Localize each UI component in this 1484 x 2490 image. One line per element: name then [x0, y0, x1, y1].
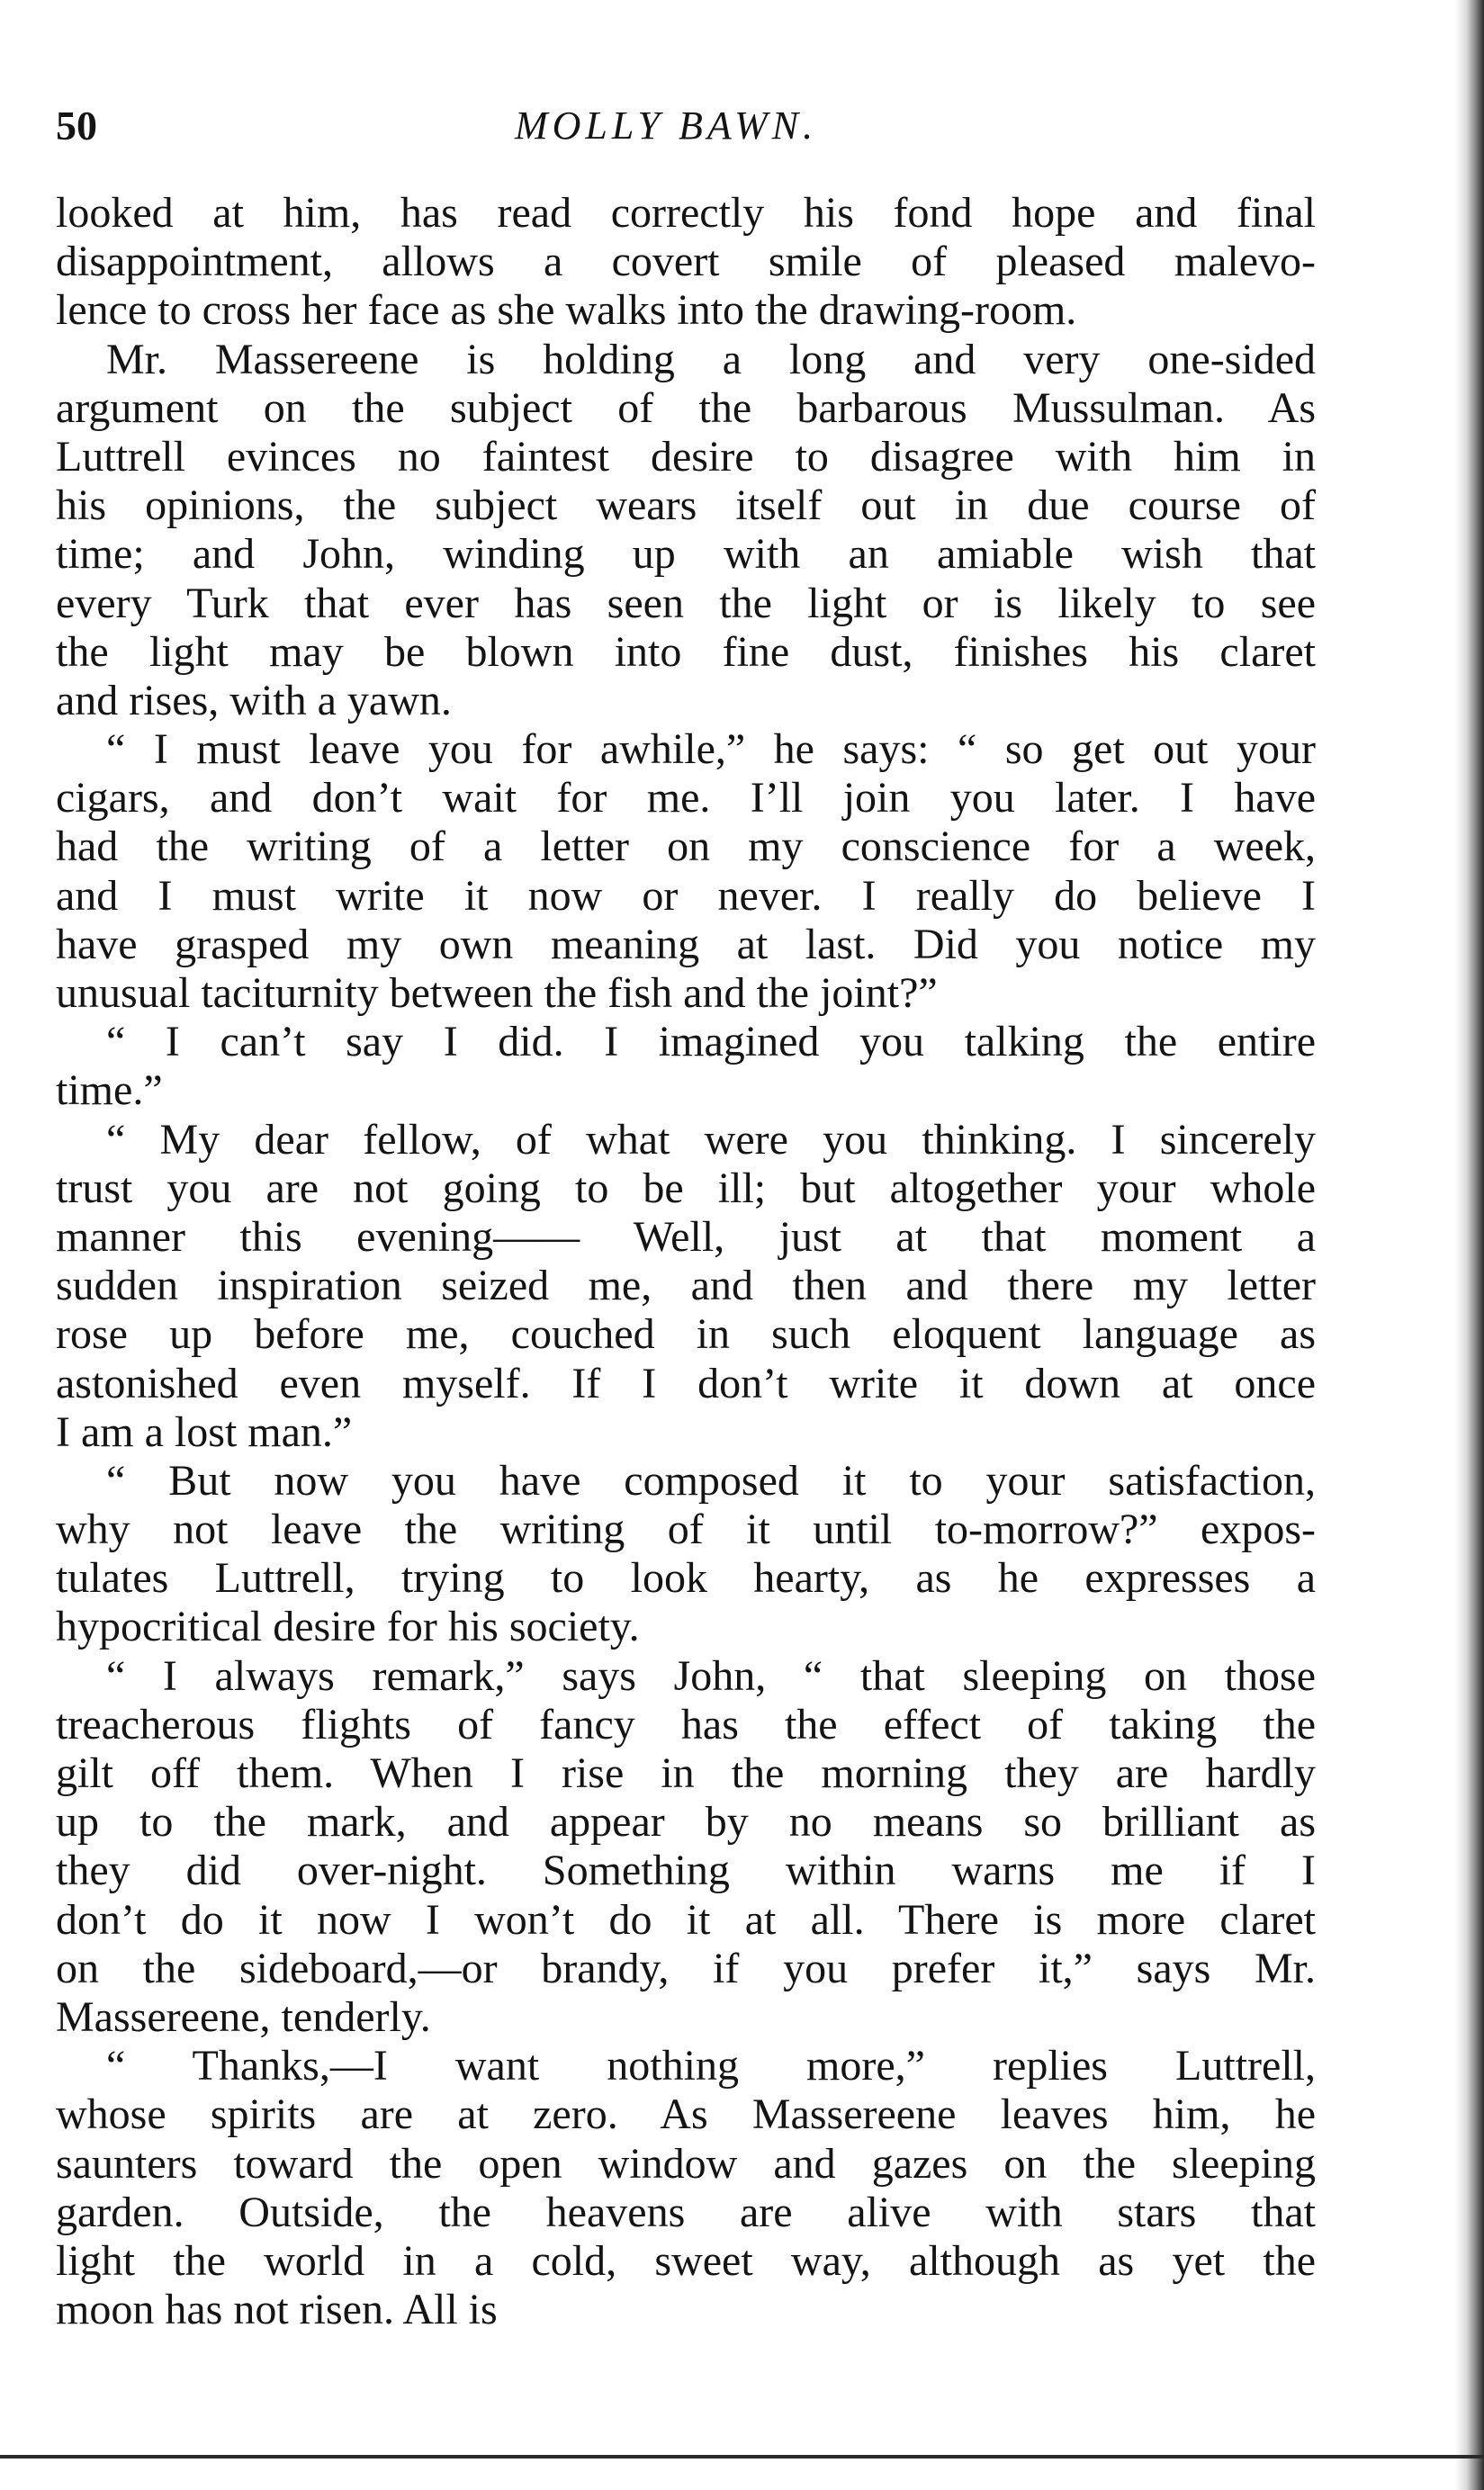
- text-line: and rises, with a yawn.: [56, 676, 452, 724]
- page-edge-shadow: [1455, 0, 1484, 2490]
- text-line: time; and John, winding up with an amiable wish that: [56, 530, 1316, 579]
- text-line: tulates Luttrell, trying to look hearty, as he expresses a: [56, 1554, 1316, 1603]
- text-line: “ Thanks,—I want nothing more,” replies Luttrell,: [106, 2042, 1316, 2090]
- text-line: time.”: [56, 1066, 163, 1115]
- text-line: every Turk that ever has seen the light or is likely to see: [56, 579, 1316, 627]
- text-line: gilt off them. When I rise in the morning they are hardly: [56, 1749, 1316, 1797]
- body-text: [56, 189, 1316, 2334]
- text-line: whose spirits are at zero. As Massereene leaves him, he: [56, 2090, 1316, 2139]
- text-line: his opinions, the subject wears itself out in due course of: [56, 481, 1316, 530]
- text-line: rose up before me, couched in such eloquent language as: [56, 1310, 1316, 1359]
- text-line: “ But now you have composed it to your satisfaction,: [106, 1456, 1316, 1505]
- text-line: sudden inspiration seized me, and then and there my letter: [56, 1262, 1316, 1310]
- text-line: unusual taciturnity between the fish and the joint?”: [56, 969, 938, 1017]
- text-line: Luttrell evinces no faintest desire to disagree with him in: [56, 432, 1316, 481]
- text-line: trust you are not going to be ill; but altogether your whole: [56, 1164, 1316, 1212]
- text-line: had the writing of a letter on my conscience for a week,: [56, 823, 1316, 871]
- text-line: don’t do it now I won’t do it at all. There is more claret: [56, 1895, 1316, 1944]
- text-line: lence to cross her face as she walks into the drawing-room.: [56, 286, 1077, 335]
- text-line: argument on the subject of the barbarous Mussulman. As: [56, 383, 1316, 432]
- text-line: I am a lost man.”: [56, 1407, 353, 1456]
- text-line: on the sideboard,—or brandy, if you prefer it,” says Mr.: [56, 1944, 1316, 1992]
- text-line: hypocritical desire for his society.: [56, 1603, 640, 1651]
- text-line: “ I must leave you for awhile,” he says: “ so get out your: [106, 725, 1316, 774]
- text-line: disappointment, allows a covert smile of pleased malevo-: [56, 238, 1316, 286]
- text-line: they did over-night. Something within warns me if I: [56, 1847, 1316, 1895]
- text-line: the light may be blown into fine dust, finishes his claret: [56, 627, 1316, 676]
- text-line: and I must write it now or never. I really do believe I: [56, 871, 1316, 920]
- text-line: astonished even myself. If I don’t write it down at once: [56, 1359, 1316, 1407]
- text-line: “ I always remark,” says John, “ that sleeping on those: [106, 1651, 1316, 1700]
- text-line: “ My dear fellow, of what were you thinking. I sincerely: [106, 1115, 1316, 1164]
- text-line: treacherous flights of fancy has the effect of taking the: [56, 1700, 1316, 1748]
- text-line: light the world in a cold, sweet way, although as yet the: [56, 2236, 1316, 2285]
- text-line: garden. Outside, the heavens are alive with stars that: [56, 2188, 1316, 2236]
- text-line: Massereene, tenderly.: [56, 1992, 431, 2041]
- bottom-edge-rule: [0, 2455, 1484, 2459]
- text-line: saunters toward the open window and gazes on the sleeping: [56, 2139, 1316, 2188]
- text-line: moon has not risen. All is: [56, 2286, 498, 2334]
- text-line: have grasped my own meaning at last. Did you notice my: [56, 920, 1316, 968]
- running-head: [56, 97, 1316, 160]
- text-line: why not leave the writing of it until to-morrow?” expos-: [56, 1506, 1316, 1554]
- text-line: up to the mark, and appear by no means so brilliant as: [56, 1798, 1316, 1847]
- text-line: “ I can’t say I did. I imagined you talking the entire: [106, 1018, 1316, 1066]
- running-title: MOLLY BAWN.: [515, 103, 818, 148]
- text-line: cigars, and don’t wait for me. I’ll join you later. I have: [56, 774, 1316, 823]
- text-line: manner this evening—— Well, just at that moment a: [56, 1212, 1316, 1261]
- page-number: 50: [56, 103, 97, 148]
- text-line: Mr. Massereene is holding a long and very one-sided: [106, 335, 1316, 383]
- text-line: looked at him, has read correctly his fond hope and final: [56, 189, 1316, 237]
